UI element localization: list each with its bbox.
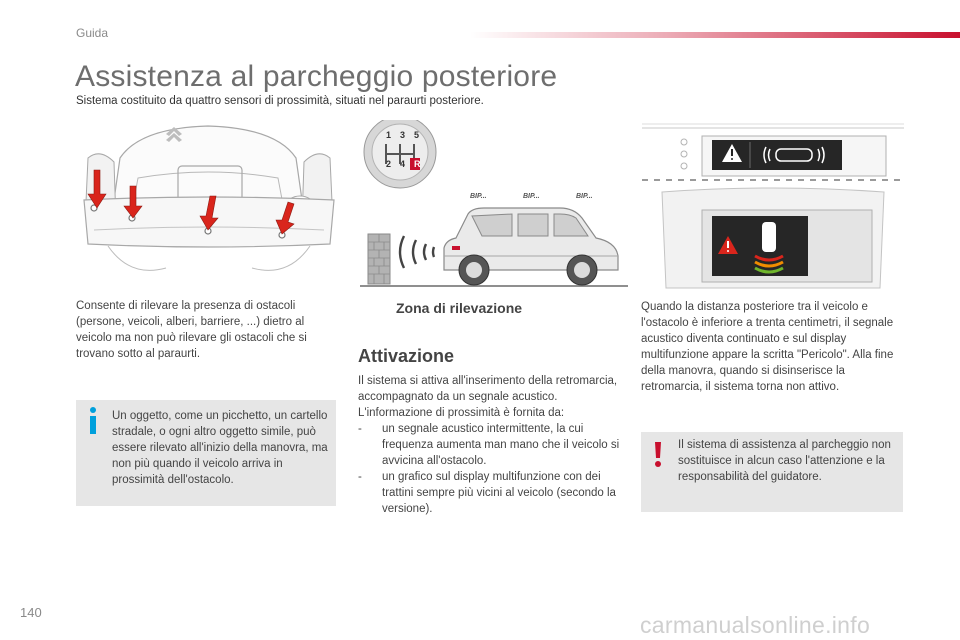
list-item [358, 421, 630, 469]
sound-label: BIP... [470, 193, 487, 200]
list-bullet: - [358, 471, 362, 483]
right-paragraph: Quando la distanza posteriore tra il veicolo e l'ostacolo è inferiore a trenta centimetri, il segnale acustico diventa continuato e sul display multifunzione appare la scritta "Pericolo". Alla fine della manovra, quando si disinserisce la retromarcia, il sistema torna non attivo. [641, 301, 894, 393]
watermark: carmanualsonline.info [640, 612, 871, 638]
list-item [358, 469, 630, 517]
section-label: Guida [76, 26, 109, 40]
gear-label-r: R [414, 159, 421, 169]
list-bullet: - [358, 423, 362, 435]
brick-wall-icon [368, 234, 390, 284]
activation-list [358, 421, 630, 517]
list-item-text: un segnale acustico intermittente, la cui frequenza aumenta man mano che il veicolo si avvicina all'ostacolo. [382, 423, 620, 467]
header-accent-bar [470, 32, 960, 38]
page-number: 140 [20, 605, 42, 620]
activation-heading: Attivazione [358, 346, 455, 366]
gear-label-2: 2 [386, 159, 392, 169]
rear-bumper-illustration [80, 118, 338, 290]
detection-zone-heading: Zona di rilevazione [396, 300, 523, 316]
page-subtitle: Sistema costituito da quattro sensori di prossimità, situati nel paraurti posteriore. [76, 95, 484, 107]
warning-box-text: Il sistema di assistenza al parcheggio non sostituisce in alcun caso l'attenzione e la responsabilità del guidatore. [678, 439, 891, 483]
left-paragraph: Consente di rilevare la presenza di ostacoli (persone, veicoli, alberi, barriere, ...) dietro al veicolo ma non può rilevare gli ostacoli che si trovano sotto al paraurti. [76, 300, 307, 360]
exclamation-icon [652, 440, 664, 468]
sound-label: BIP... [523, 193, 540, 200]
list-item-text: un grafico sul display multifunzione con dei trattini sempre più vicini al veicolo (secondo la versione). [382, 471, 616, 515]
activation-intro: Il sistema si attiva all'inserimento della retromarcia, accompagnato da un segnale acustico. L'informazione di prossimità è fornita da: [358, 375, 618, 419]
multifunction-display-illustration [642, 120, 904, 292]
info-icon [84, 406, 102, 436]
page-title: Assistenza al parcheggio posteriore [75, 60, 558, 93]
gear-label-4: 4 [400, 159, 406, 169]
sound-waves-icon [400, 236, 434, 268]
gear-label-3: 3 [400, 130, 406, 140]
gear-label-1: 1 [386, 130, 392, 140]
gear-label-5: 5 [414, 130, 420, 140]
info-box-text: Un oggetto, come un picchetto, un cartello stradale, o ogni altro oggetto simile, può essere rilevato all'inizio della manovra, ma non più quando il veicolo arriva in prossimità dell'ostacolo. [112, 410, 328, 486]
car-reversing-illustration [360, 200, 630, 290]
sound-label: BIP... [576, 193, 593, 200]
